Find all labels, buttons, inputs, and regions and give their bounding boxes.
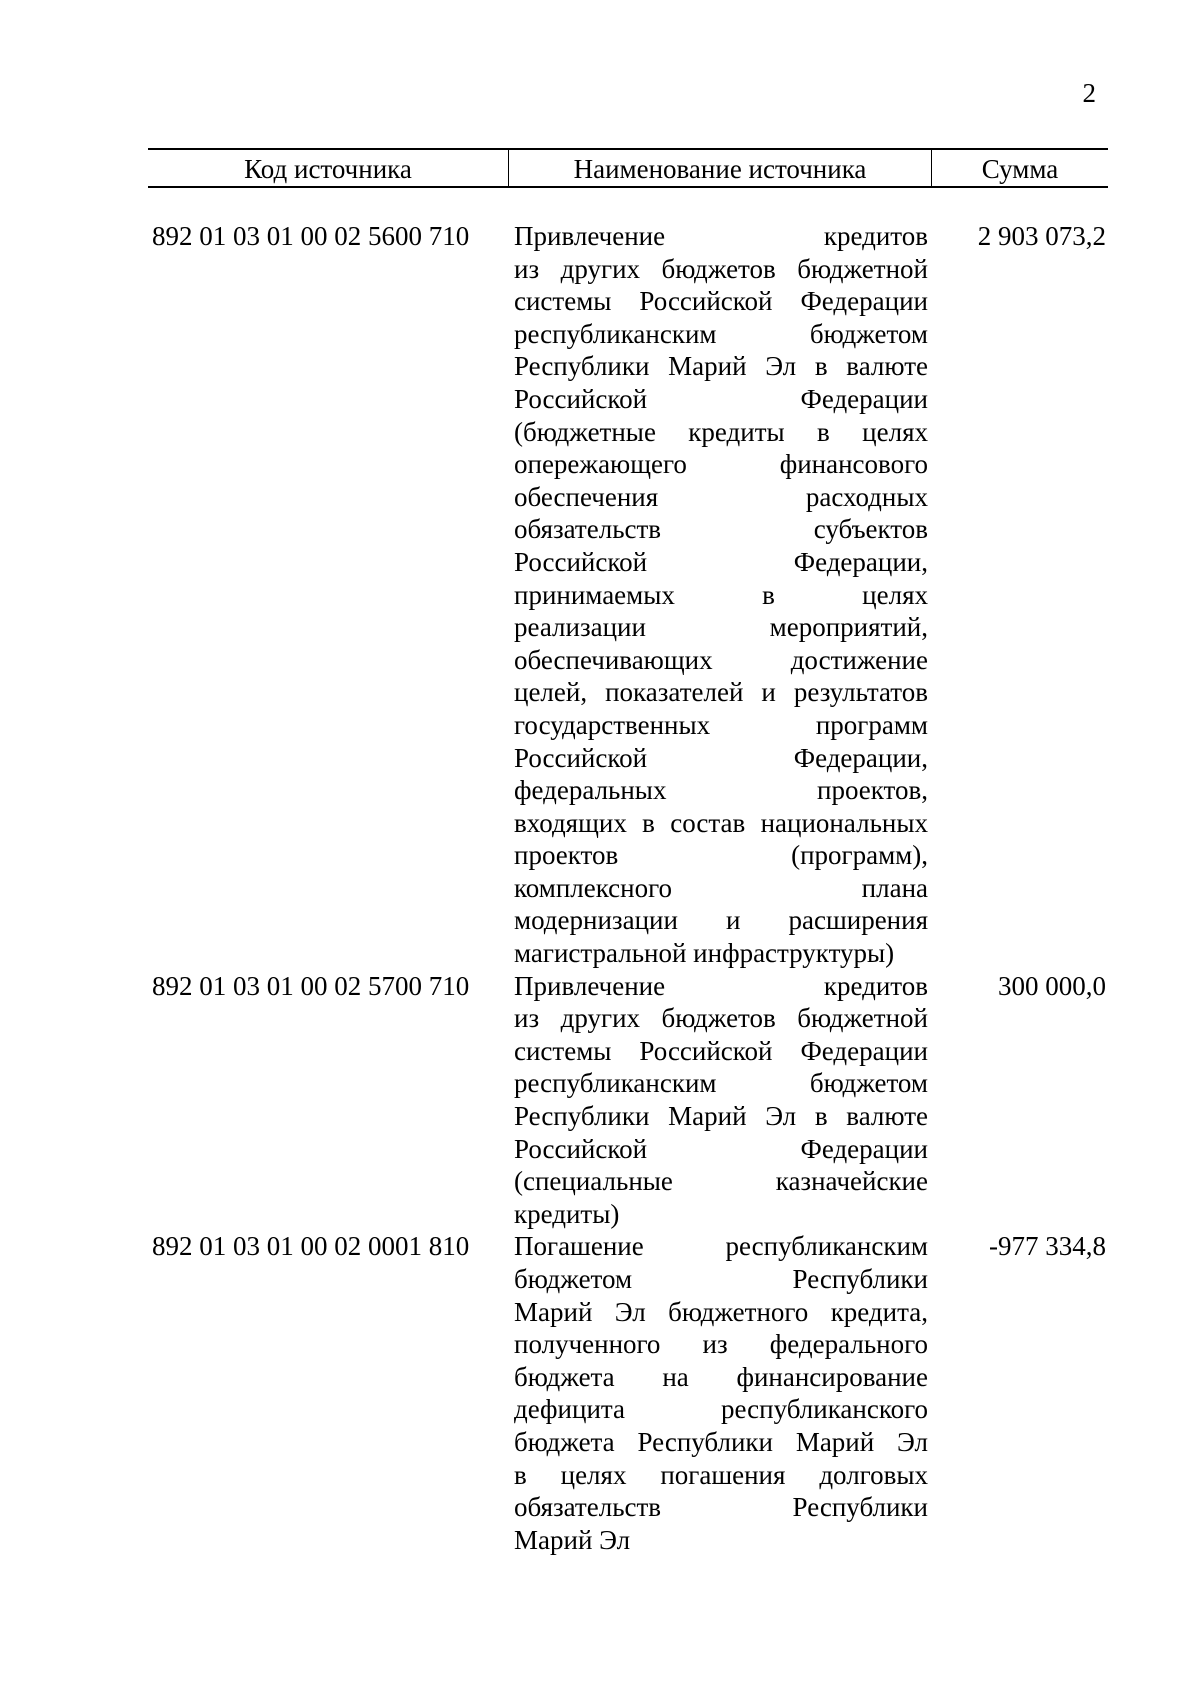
source-name-line: магистральной инфраструктуры)	[514, 938, 895, 969]
source-code: 892 01 03 01 00 02 5700 710	[152, 970, 470, 1001]
source-name-line: обеспечения расходных	[514, 481, 928, 512]
header-code: Код источника	[244, 154, 412, 184]
source-name-line: бюджета Республики Марий Эл	[514, 1426, 928, 1457]
page-number: 2	[1082, 78, 1096, 108]
source-name-line: системы Российской Федерации	[514, 286, 928, 317]
source-name-line: из других бюджетов бюджетной	[514, 1003, 928, 1034]
source-name-line: Республики Марий Эл в валюте	[514, 1101, 928, 1132]
source-name-line: Российской Федерации	[514, 1133, 928, 1164]
source-sum: 300 000,0	[998, 970, 1106, 1001]
source-name-line: республиканским бюджетом	[514, 318, 928, 349]
source-name-line: проектов (программ),	[514, 840, 928, 871]
table-header	[148, 148, 1108, 188]
source-name-line: государственных программ	[514, 709, 928, 740]
source-name-line: принимаемых в целях	[514, 579, 928, 610]
source-name-line: из других бюджетов бюджетной	[514, 253, 928, 284]
table-body	[148, 220, 1108, 1556]
source-name-line: Привлечение кредитов	[514, 221, 928, 251]
source-name-line: федеральных проектов,	[514, 775, 928, 806]
header-name: Наименование источника	[508, 150, 932, 186]
source-name-line: Российской Федерации,	[514, 546, 928, 577]
source-name-line: Марий Эл бюджетного кредита,	[514, 1296, 928, 1327]
table-row	[148, 1230, 1108, 1556]
source-name	[514, 220, 928, 970]
table-row	[148, 970, 1108, 1231]
source-name-line: бюджетом Республики	[514, 1264, 928, 1294]
source-sum: -977 334,8	[989, 1231, 1106, 1262]
source-name-line: в целях погашения долговых	[514, 1459, 928, 1490]
source-sum: 2 903 073,2	[977, 221, 1106, 251]
source-name	[514, 970, 928, 1231]
source-name-line: опережающего финансового	[514, 449, 928, 480]
header-sum: Сумма	[981, 154, 1059, 184]
source-name-line: (бюджетные кредиты в целях	[514, 416, 928, 447]
source-name-line: обязательств субъектов	[514, 514, 928, 545]
source-name-line: полученного из федерального	[514, 1329, 928, 1360]
source-name-line: Российской Федерации	[514, 383, 928, 414]
source-name-line: обязательств Республики	[514, 1492, 928, 1523]
source-name-line: Марий Эл	[514, 1524, 631, 1555]
source-name-line: бюджета на финансирование	[514, 1361, 928, 1392]
source-name-line: целей, показателей и результатов	[514, 677, 928, 708]
source-name-line: Привлечение кредитов	[514, 970, 928, 1001]
sources-table	[148, 148, 1108, 1556]
source-name-line: республиканским бюджетом	[514, 1068, 928, 1099]
source-name-line: (специальные казначейские	[514, 1166, 928, 1197]
source-name-line: Российской Федерации,	[514, 742, 928, 773]
source-name-line: дефицита республиканского	[514, 1394, 928, 1425]
source-name-line: реализации мероприятий,	[514, 612, 928, 643]
source-name-line: Погашение республиканским	[514, 1231, 928, 1262]
source-name-line: комплексного плана	[514, 872, 928, 903]
source-name-line: модернизации и расширения	[514, 905, 928, 936]
source-name-line: Республики Марий Эл в валюте	[514, 351, 928, 382]
source-name-line: кредиты)	[514, 1198, 620, 1229]
source-name-line: системы Российской Федерации	[514, 1035, 928, 1066]
source-name-line: входящих в состав национальных	[514, 807, 928, 838]
source-code: 892 01 03 01 00 02 5600 710	[152, 221, 470, 251]
source-code: 892 01 03 01 00 02 0001 810	[152, 1231, 470, 1262]
source-name	[514, 1230, 928, 1556]
table-row	[148, 220, 1108, 970]
source-name-line: обеспечивающих достижение	[514, 644, 928, 675]
